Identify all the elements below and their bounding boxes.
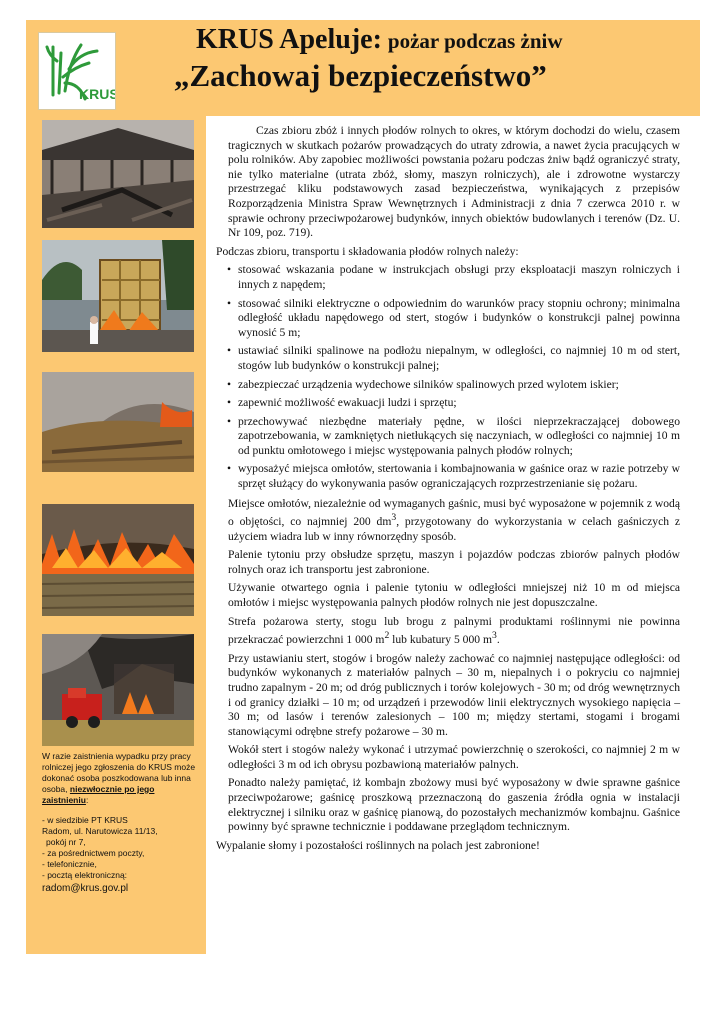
contact-phone: - telefonicznie, <box>42 859 97 869</box>
reporting-emphasis: niezwłocznie po jego zaistnieniu <box>42 784 155 805</box>
burned-barn-photo <box>42 120 194 228</box>
main-content <box>216 124 680 857</box>
page-subtitle: „Zachowaj bezpieczeństwo” <box>174 58 547 93</box>
fire-zone-paragraph: Strefa pożarowa sterty, stogu lub brogu z palnymi produktami roślinnymi nie powinna przekraczać powierzchni 1 000 $m^2$ lub kubatury 5 000 $m^3$. <box>228 614 680 647</box>
burning-combine-photo <box>42 634 194 746</box>
lead-paragraph: Podczas zbioru, transportu i składowania płodów rolnych należy: <box>216 244 519 258</box>
logo-wordmark: KRUS <box>79 86 115 102</box>
contact-email-label: - pocztą elektroniczną: <box>42 870 128 880</box>
header-banner <box>26 20 700 116</box>
list-item: • przechowywać niezbędne materiały pędne, w ilości nieprzekraczającej dobowego zapotrzebowania, w zamkniętych nietłukących się naczyniach, w odległości co najmniej 10 m od punktu omłotowego i miejsc występowania palnych płodów rolnych; <box>216 415 680 459</box>
contact-email-link[interactable]: radom@krus.gov.pl <box>42 883 129 894</box>
combine-paragraph: Ponadto należy pamiętać, iż kombajn zbożowy musi być wyposażony w dwie sprawne gaśnice przeciwpożarowe; gaśnicę proszkową przeznaczoną do gaszenia źródła ognia w instalacji elektrycznej i silniku oraz w gaśnicę pianową, do pozostałych mechanizmów kombajnu. Gaśnice powinny być sprawne technicznie i poddawane przeglądom technicznym. <box>228 776 680 834</box>
list-item: • wyposażyć miejsca omłotów, stertowania i kombajnowania w gaśnice oraz w razie potrzeby w sprzęt służący do wykonywania pasów ograniczających rozprzestrzenianie się pożaru. <box>216 462 680 491</box>
contact-address: Radom, ul. Narutowicza 11/13, <box>42 826 158 836</box>
title-topic: pożar podczas żniw <box>387 29 563 53</box>
list-item: • zabezpieczać urządzenia wydechowe silników spalinowych przed wylotem iskier; <box>216 378 680 393</box>
open-fire-paragraph: Używanie otwartego ognia i palenie tytoniu w odległości mniejszej niż 10 m od miejsca omłotów i miejsc występowania palnych płodów rolnych nie jest dopuszczalne. <box>228 581 680 610</box>
reporting-intro: W razie zaistnienia wypadku przy pracy rolniczej jego zgłoszenia do KRUS może dokonać osoba poszkodowana lub inna osoba, niezwłocznie po jego zaistnieniu: <box>42 751 196 805</box>
list-item: • stosować wskazania podane w instrukcjach obsługi przy eksploatacji maszyn rolniczych i innych z napędem; <box>216 263 680 292</box>
distances-paragraph: Przy ustawianiu stert, stogów i brogów należy zachować co najmniej następujące odległości: od budynków wykonanych z materiałów palnych – 30 m, niepalnych i o pokryciu co najmniej trudno zapalnym - 20 m; od dróg publicznych i torów kolejowych - 30 m; od dróg wewnętrznych i od granicy działki – 10 m; od urządzeń i przewodów linii elektrycznych wysokiego napięcia – 30 m; od lasów i terenów zalesionych – 100 m; między stertami, stogami i brogami stanowiącymi odrębne strefy pożarowe – 30 m. <box>228 651 680 738</box>
contact-room: pokój nr 7, <box>46 837 86 847</box>
contact-post: - za pośrednictwem poczty, <box>42 848 145 858</box>
list-item: • zapewnić możliwość ewakuacji ludzi i sprzętu; <box>216 396 680 411</box>
contact-office: - w siedzibie PT KRUS <box>42 815 128 825</box>
surface-paragraph: Wokół stert i stogów należy wykonać i utrzymać powierzchnię o szerokości, co najmniej 2 m w odległości 3 m od ich obrysu pozbawioną materiałów palnych. <box>228 743 680 771</box>
extinguisher-paragraph: Miejsce omłotów, niezależnie od wymaganych gaśnic, musi być wyposażone w pojemnik z wodą o objętości, co najmniej 200 $dm^3$, przygotowany do wykorzystania w celach gaśniczych z użyciem wiadra lub w inny równorzędny sposób. <box>228 496 680 543</box>
page-title <box>196 24 563 56</box>
field-fire-photo <box>42 504 194 616</box>
list-item: • ustawiać silniki spalinowe na podłożu niepalnym, w odległości, co najmniej 10 m od stert, stogów lub budynków o konstrukcji palnej; <box>216 344 680 373</box>
krus-logo-icon <box>39 33 115 109</box>
intro-paragraph: Czas zbioru zbóż i innych płodów rolnych to okres, w którym dochodzi do wielu, czasem tragicznych w skutkach pożarów prowadzących do utraty zdrowia, a nawet życia pracujących w polu rolników. Aby zapobiec możliwości powstania pożaru podczas żniw bądź ograniczyć straty, nie tylko materialne (utrata zbóż, słomy, maszyn rolniczych), ale i zdrowotne wystarczy przestrzegać kliku podstawowych zasad bezpieczeństwa, wynikających z przepisów Rozporządzenia Ministra Spraw Wewnętrznych i Administracji z dnia 7 czerwca 2010 r. w sprawie ochrony przeciwpożarowej budynków, innych obiektów budowlanych i terenów (Dz. U. Nr 109, poz. 719). <box>228 124 680 240</box>
safety-rules-list <box>216 263 680 491</box>
burning-hay-truck-photo <box>42 240 194 352</box>
smoldering-straw-photo <box>42 372 194 472</box>
sidebar <box>26 116 206 954</box>
list-item: • stosować silniki elektryczne o odpowiednim do warunków pracy stopniu ochrony; minimalna odległość układu napędowego od stert, stogów i budynków o konstrukcji palnej powinna wynosić 5 m; <box>216 297 680 341</box>
smoking-paragraph: Palenie tytoniu przy obsłudze sprzętu, maszyn i pojazdów podczas zbiorów palnych płodów rolnych oraz ich transportu jest zabronione. <box>228 548 680 576</box>
accident-reporting-info <box>42 751 202 894</box>
krus-logo <box>38 32 116 110</box>
final-warning: Wypalanie słomy i pozostałości roślinnych na polach jest zabronione! <box>216 838 540 852</box>
title-main: KRUS Apeluje: <box>196 24 382 55</box>
